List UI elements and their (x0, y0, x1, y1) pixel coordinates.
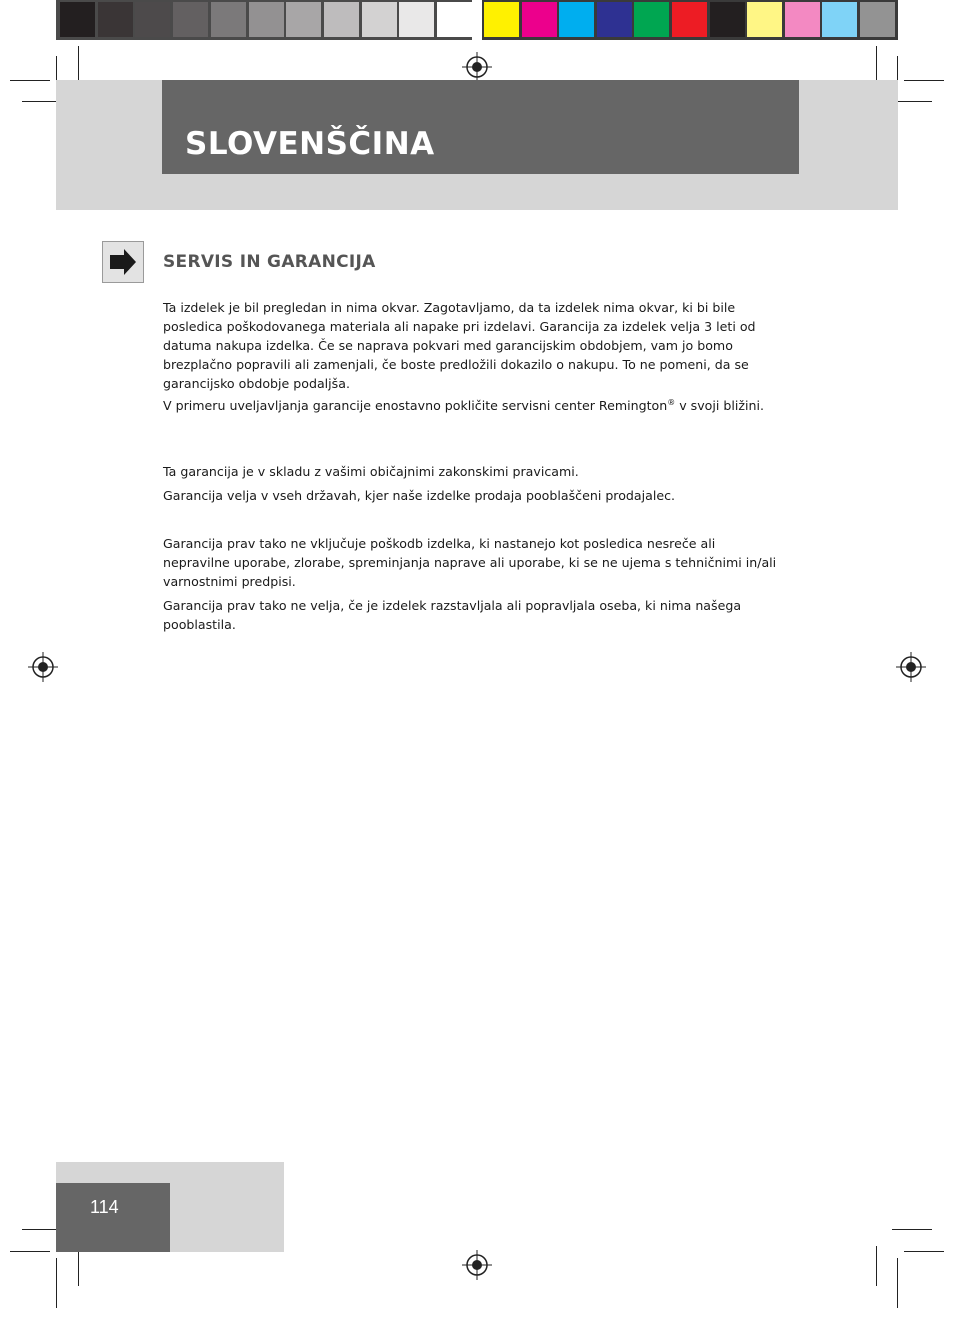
gray-swatch (437, 2, 472, 37)
crop-mark (904, 80, 944, 81)
section-heading: SERVIS IN GARANCIJA (163, 252, 376, 272)
crop-mark (892, 1229, 932, 1230)
crop-mark (876, 1246, 877, 1286)
registration-mark-icon (462, 52, 492, 82)
color-swatch (860, 2, 895, 37)
registration-mark-icon (28, 652, 58, 682)
grayscale-bar (56, 0, 472, 40)
color-swatch (522, 2, 557, 37)
registered-mark: ® (667, 397, 676, 407)
registration-mark-icon (896, 652, 926, 682)
registration-mark-icon (462, 1250, 492, 1280)
crop-mark (10, 1251, 50, 1252)
crop-mark (897, 1258, 898, 1308)
gray-swatch (362, 2, 397, 37)
color-swatch (747, 2, 782, 37)
gray-swatch (98, 2, 133, 37)
crop-mark (78, 1246, 79, 1286)
color-swatch (484, 2, 519, 37)
color-swatch (785, 2, 820, 37)
contact-text-end: v svoji bližini. (675, 398, 764, 413)
gray-swatch (135, 2, 170, 37)
gray-swatch (211, 2, 246, 37)
color-swatch (597, 2, 632, 37)
crop-mark (10, 80, 50, 81)
gray-swatch (286, 2, 321, 37)
warranty-paragraph: Ta izdelek je bil pregledan in nima okvar. Zagotavljamo, da ta izdelek nima okvar, ki bi bile posledica poškodovanega materiala ali napake pri izdelavi. Garancija za izdelek velja 3 leti od datuma nakupa izdelka. Če se naprava pokvari med garancijskim obdobjem, vam jo bomo brezplačno popravili ali zamenjali, če boste predložili dokazilo o nakupu. To ne pomeni, da se garancijsko obdobje podaljša. (163, 300, 756, 391)
countries-paragraph: Garancija velja v vseh državah, kjer naše izdelke prodaja pooblaščeni prodajalec. (163, 488, 676, 503)
contact-text: V primeru uveljavljanja garancije enostavno pokličite servisni center Remington (163, 398, 668, 413)
page-number: 114 (90, 1197, 119, 1217)
color-swatch (822, 2, 857, 37)
color-swatch (672, 2, 707, 37)
crop-mark (56, 1258, 57, 1308)
crop-mark (892, 101, 932, 102)
gray-swatch (324, 2, 359, 37)
color-swatch (559, 2, 594, 37)
exclusion-paragraph: Garancija prav tako ne vključuje poškodb izdelka, ki nastanejo kot posledica nesreče ali nepravilne uporabe, zlorabe, spreminjanja naprave ali uporabe, ki se ne ujema s tehničnimi in/ali varnostnimi predpisi. (163, 536, 777, 589)
gray-swatch (173, 2, 208, 37)
rights-paragraph: Ta garancija je v skladu z vašimi običajnimi zakonskimi pravicami. (163, 464, 579, 479)
unauthorized-repair-paragraph: Garancija prav tako ne velja, če je izdelek razstavljala ali popravljala oseba, ki nima našega pooblastila. (163, 598, 742, 632)
color-swatch (634, 2, 669, 37)
arrow-right-icon (102, 241, 144, 283)
page-title: SLOVENŠČINA (185, 126, 435, 162)
color-swatch (710, 2, 745, 37)
gray-swatch (399, 2, 434, 37)
process-color-bar (482, 0, 898, 40)
contact-paragraph (163, 396, 778, 415)
gray-swatch (60, 2, 95, 37)
gray-swatch (249, 2, 284, 37)
crop-mark (904, 1251, 944, 1252)
